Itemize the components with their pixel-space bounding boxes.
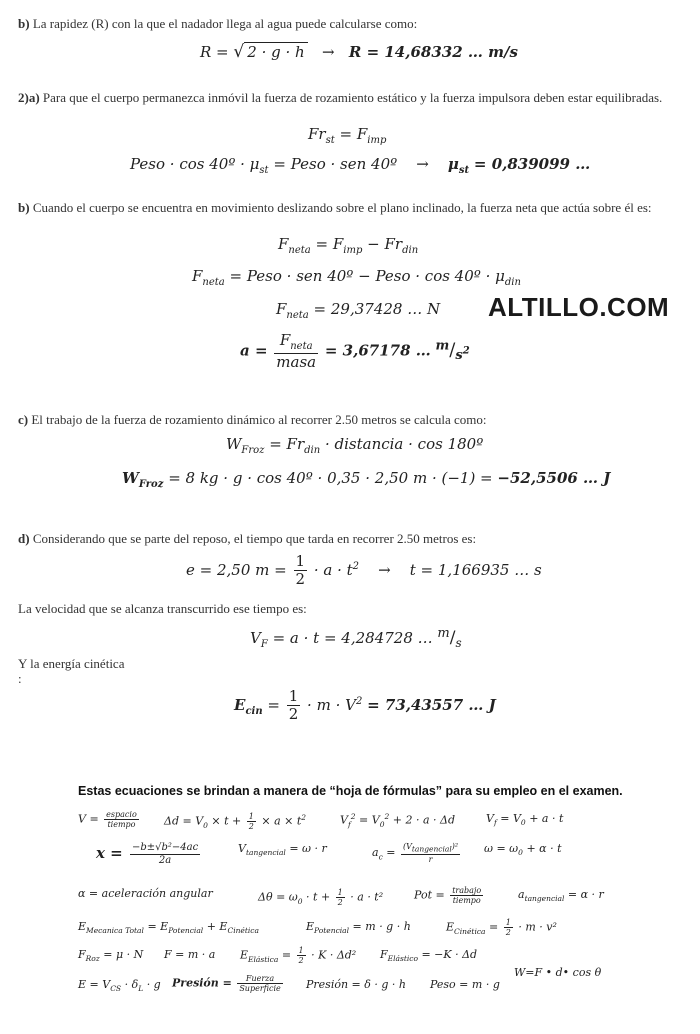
formula-energia-mecanica: $E_{Mecanica Total} = E_{Potencial} + E_{Cinética}$	[78, 920, 259, 936]
formula-aceleracion-tangencial: $a_{tangencial} = \alpha \cdot r$	[518, 888, 604, 904]
equation-trabajo-2: $W_{Froz} = 8$ kg · g · cos 40º · 0,35 · 2,50 m · (−1) = −52,5506 … J	[122, 469, 611, 490]
section-b2-text: b) Cuando el cuerpo se encuentra en movimiento deslizando sobre el plano inclinado, la fuerza neta que actúa sobre él es:	[18, 200, 652, 215]
equation-fneta-1: $F_{neta} = F_{imp} - Fr_{din}$	[278, 235, 419, 256]
altillo-logo: ALTILLO.COM	[488, 292, 670, 322]
formula-empuje: $E = V_{CS} \cdot \delta_L \cdot g$	[78, 978, 161, 994]
formula-fuerza-rozamiento: $F_{Roz} = \mu \cdot N$	[78, 948, 144, 964]
equation-fneta-2: $F_{neta}$ = Peso · sen 40º − Peso · cos 40º · $\mu_{din}$	[192, 267, 521, 288]
formula-presion-hidrostatica: Presión = δ · g · h	[306, 978, 406, 991]
equation-tiempo: e = 2,50 m = $\frac{1}{2}$ · $a \cdot t^2$ → t = 1,166935 … s	[186, 552, 542, 589]
formula-energia-cinetica: $E_{Cinética}$ = $\frac{1}{2}$ · m · v²	[446, 918, 557, 938]
formula-aceleracion-angular: α = aceleración angular	[78, 887, 213, 900]
section-d-text-velocidad: La velocidad que se alcanza transcurrido ese tiempo es:	[18, 601, 307, 616]
formula-velocidad-final-cuadrado: $V_f^2 = V_0^2 + 2 \cdot a \cdot \Delta d$	[340, 812, 455, 829]
equation-aceleracion: a = $\frac{F_{neta}}{\text{masa}}$ = 3,67178 … $^m/_{s^2}$	[240, 331, 470, 371]
section-b1-text: b) La rapidez (R) con la que el nadador llega al agua puede calcularse como:	[18, 16, 418, 31]
formula-velocidad: V = $\frac{\text{espacio}}{\text{tiempo}}$	[78, 810, 137, 830]
section-c-text: c) El trabajo de la fuerza de rozamiento dinámico al recorrer 2.50 metros se calcula como:	[18, 412, 487, 427]
formula-desplazamiento: $\Delta d = V_0 \times t$ + $\frac{1}{2}$ × $a \times t^2$	[164, 812, 307, 832]
formula-segunda-ley: F = m · a	[164, 948, 216, 961]
formula-peso: Peso = m · g	[430, 978, 500, 991]
formula-velocidad-angular: $\omega = \omega_0 + \alpha \cdot t$	[484, 842, 562, 858]
equation-mu-estatico: Peso · cos 40º · $\mu_{st}$ = Peso · sen 40º → $\mu_{st} = 0,839099$ …	[130, 155, 591, 176]
equation-rapidez: R = √ 2 · g · h → R = 14,68332 … m/s	[200, 42, 518, 62]
formula-velocidad-final: $V_f = V_0 + a \cdot t$	[486, 812, 564, 828]
equation-fneta-3: $F_{neta} = 29,37428$ … N	[276, 300, 441, 321]
section-d-text-energia: Y la energía cinética	[18, 656, 125, 671]
equation-velocidad: $V_F = a \cdot t = 4,284728$ … $^m/_s$	[250, 626, 462, 650]
formula-cuadratica: x = $\frac{\text{−b±√b²−4ac}}{2a}$	[96, 842, 199, 866]
formula-potencia: Pot = $\frac{\text{trabajo}}{\text{tiempo}}$	[414, 886, 482, 906]
formula-energia-elastica: $E_{Elástica}$ = $\frac{1}{2}$ · K · Δd²	[240, 946, 357, 966]
section-2a-text: 2)a) Para que el cuerpo permanezca inmóvil la fuerza de rozamiento estático y la fuerza impulsora deben estar equilibradas.	[18, 90, 663, 105]
section-d-text-colon: :	[18, 671, 22, 686]
formula-energia-potencial: $E_{Potencial} = m \cdot g \cdot h$	[306, 920, 411, 936]
section-d-text: d) Considerando que se parte del reposo, el tiempo que tarda en recorrer 2.50 metros es:	[18, 531, 477, 546]
formula-aceleracion-centripeta: $a_c$ = $\frac{(V_{tangencial})^2}{r}$	[372, 842, 459, 865]
formula-desplazamiento-angular: $\Delta\theta = \omega_0 \cdot t$ + $\frac{1}{2}$ · a · t²	[258, 888, 384, 908]
formula-velocidad-tangencial: $V_{tangencial} = \omega \cdot r$	[238, 842, 327, 858]
formula-presion: Presión = $\frac{\text{Fuerza}}{\text{Superficie}}$	[172, 974, 281, 994]
formula-sheet-title: Estas ecuaciones se brindan a manera de “hoja de fórmulas” para su empleo en el examen.	[78, 784, 623, 798]
formula-trabajo: W=F • d• cos θ	[514, 966, 602, 979]
equation-trabajo-1: $W_{Froz} = Fr_{din}$ · distancia · cos 180º	[226, 435, 484, 456]
formula-fuerza-elastica: $F_{Elástico} = -K \cdot \Delta d$	[380, 948, 478, 964]
equation-equilibrio: $Fr_{st} = F_{imp}$	[308, 125, 387, 146]
equation-energia-cinetica: $E_{cin}$ = $\frac{1}{2}$ · $m \cdot V^2 = 73,43557$ … J	[234, 687, 496, 724]
